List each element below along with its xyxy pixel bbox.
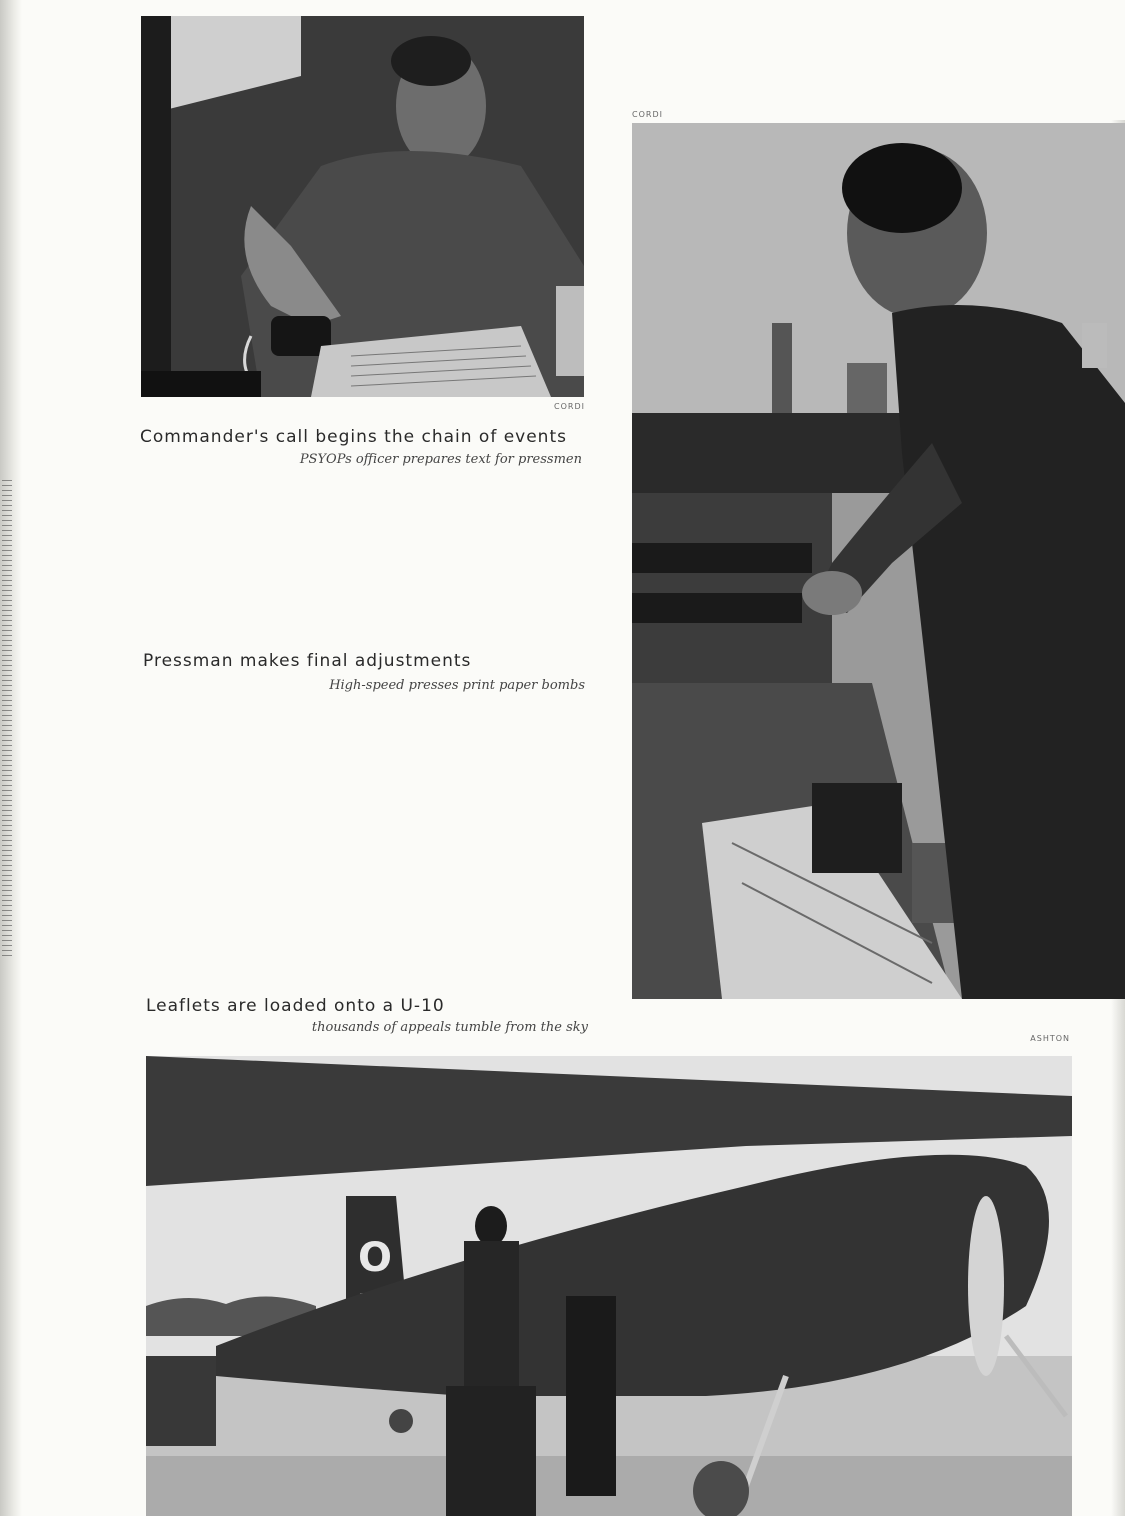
photo-credit: ASHTON [1030,1034,1070,1043]
photo-pressman-at-press [632,123,1125,999]
photo-credit: CORDI [554,402,585,411]
caption-headline: Pressman makes final adjustments [143,651,472,671]
photo-officer-on-phone [141,16,584,397]
photo-credit: CORDI [632,110,663,119]
caption-headline: Leaflets are loaded onto a U-10 [146,996,445,1016]
caption-subline: High-speed presses print paper bombs [329,678,585,693]
photo-u10-aircraft-loading [146,1056,1072,1516]
caption-subline: thousands of appeals tumble from the sky [311,1020,588,1035]
tail-letter: O [358,1235,393,1281]
binding-scan-marks [2,480,12,960]
caption-headline: Commander's call begins the chain of events [140,427,567,447]
caption-subline: PSYOPs officer prepares text for pressmen [299,452,582,467]
